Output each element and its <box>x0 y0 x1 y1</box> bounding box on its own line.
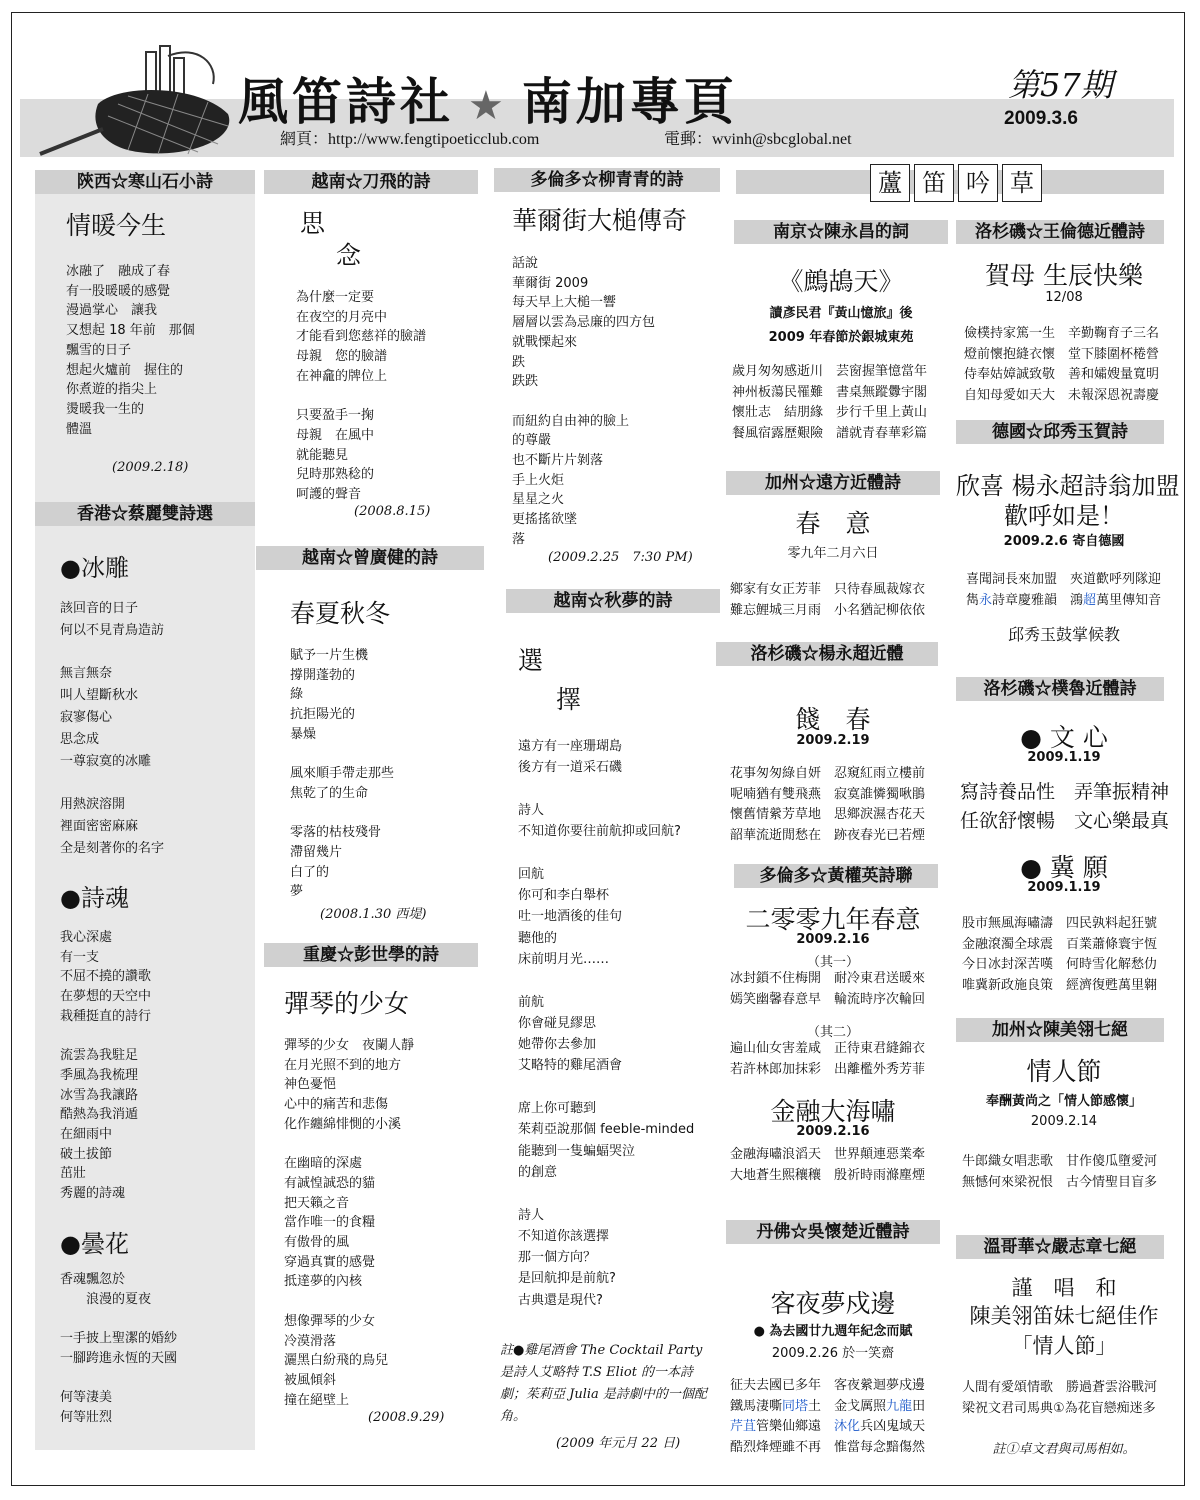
poem-title: ●詩魂 <box>60 884 129 912</box>
section-header: 越南☆曾廣健的詩 <box>256 546 484 570</box>
poem-date: (2008.8.15) <box>354 504 431 519</box>
poem-title: 《鷓鴣天》 <box>778 267 904 296</box>
poem-body: 遍山仙女害羞咸 正待東君縫錦衣 若許林郎加抹彩 出離檻外秀芳菲 <box>730 1041 926 1077</box>
poem-date: (2008.9.29) <box>368 1410 445 1425</box>
poem-body: 我心深處 有一支 不屈不撓的讚歌 在夢想的天空中 栽種挺直的詩行 流雲為我駐足 季風為我梳理 冰雪為我讓路 酷熱為我消遁 在細雨中 破土拔節 茁壯 秀麗的詩魂 <box>60 930 152 1202</box>
poem-title: 客夜夢戍邊 <box>770 1289 896 1318</box>
section-header: 越南☆秋夢的詩 <box>506 589 720 613</box>
footnote: 註●雞尾酒會 The Cocktail Party 是詩人艾略特 T.S Eliot 的一本詩劇；茱莉亞 Julia 是詩劇中的一個配角。 <box>500 1343 707 1424</box>
section-header: 洛杉磯☆楊永超近體 <box>716 642 938 666</box>
poem-date: 2009.2.26 於一笑齋 <box>771 1346 895 1361</box>
section-header: 丹佛☆吳懷楚近體詩 <box>726 1220 940 1244</box>
poem-title: 謹 唱 和 <box>1011 1276 1117 1300</box>
star-icon: ★ <box>468 83 508 129</box>
poem-title: 情暖今生 <box>66 211 167 240</box>
poem-title: ● 冀 願 <box>1020 853 1108 882</box>
poem-title: 餞 春 <box>795 705 871 734</box>
poem-date: 2009.1.19 <box>1027 750 1101 765</box>
issue-date: 2009.3.6 <box>1004 108 1078 129</box>
poem-body: 遠方有一座珊瑚島 後方有一道采石磯 詩人 不知道你要往前航抑或回航? 回航 你可和李白舉杯 吐一地酒後的佳句 聽他的 床前明月光…… 前航 你會碰見繆思 她帶你去參加 艾略特的雞尾酒會 席上你可聽到 茱莉亞說那個 feeble-minded 能聽到一隻蝙蝠哭泣 的創意 詩人 不知道你該選擇 那一個方向？ 是回航抑是前航? 古典還是現代? <box>518 739 695 1308</box>
section-header: 重慶☆彭世學的詩 <box>264 943 478 967</box>
poem-body: 該回音的日子 何以不見青鳥造訪 無言無奈 叫人望斷秋水 寂寥傷心 思念成 一尊寂寞的冰雕 用熱淚溶開 裡面密密麻麻 全是刻著你的名字 <box>60 601 165 856</box>
poem-signature: 邱秀玉鼓掌候教 <box>1007 625 1120 644</box>
title-right: 南加專頁 <box>521 73 738 131</box>
poem-date: 2009.2.16 <box>796 1124 870 1139</box>
poem-date: 12/08 <box>1045 290 1083 305</box>
section-header: 洛杉磯☆樸魯近體詩 <box>956 677 1164 701</box>
poem-title: 二零零九年春意 <box>745 905 921 934</box>
poem-date: (2009.2.18) <box>112 460 189 475</box>
poem-body: 鄉家有女正芳菲 只待春風裁嫁衣 難忘鯉城三月雨 小名猶記柳依依 <box>730 582 926 618</box>
poem-title: 金融大海嘯 <box>770 1097 896 1126</box>
poem-title: 賀母 生辰快樂 <box>985 261 1143 290</box>
poem-body: 喜聞詞長來加盟 夾道歡呼列隊迎 雋永詩章慶雅韻 鴻超萬里傳知音 <box>966 572 1162 608</box>
poem-subtitle: 2009 年春節於銀城東苑 <box>768 330 914 345</box>
poem-title: 「情人節」 <box>1011 1334 1117 1358</box>
poem-body: 寫詩養品性 弄筆振精神 任欲舒懷暢 文心樂最真 <box>960 781 1170 832</box>
poem-body: 征夫去國已多年 客夜縈迴夢戍邊 鐵馬淒嘶同塔土 金戈厲照九龍田 芹苴管樂仙鄉遠 沐化兵凶鬼域天 酷烈烽煙雖不再 惟當每念黯傷然 <box>730 1378 926 1455</box>
poem-title: 春 意 <box>795 509 871 538</box>
poem-title: 歡呼如是！ <box>1004 502 1124 530</box>
poem-part: （其二） <box>806 1025 859 1040</box>
poem-date: (2009 年元月 22 日) <box>556 1436 681 1451</box>
section-header: 德國☆邱秀玉賀詩 <box>956 420 1164 444</box>
poem-subtitle: 奉酬黃尚之「情人節感懷」 <box>985 1094 1142 1109</box>
feature-box: 草 <box>1002 164 1042 202</box>
poem-body: 金融海嘯浪滔天 世界顛連惡業牽 大地蒼生熙穰穰 殷祈時雨滌塵煙 <box>730 1147 926 1183</box>
poem-date: 2009.2.6 寄自德國 <box>1003 534 1125 549</box>
poem-subtitle: 零九年二月六日 <box>787 546 879 561</box>
section-header: 越南☆刀飛的詩 <box>264 170 478 194</box>
title-left: 風笛詩社 <box>238 73 454 131</box>
poem-body: 賦予一片生機 撐開蓬勃的 綠 抗拒陽光的 暴燥 風來順手帶走那些 焦乾了的生命 零落的枯枝殘骨 滯留幾片 白了的 夢 <box>290 648 395 900</box>
poem-date: 2009.2.19 <box>796 733 870 748</box>
section-header: 加州☆遠方近體詩 <box>726 471 940 495</box>
masthead-title <box>238 62 738 134</box>
section-header: 洛杉磯☆王倫德近體詩 <box>956 220 1164 244</box>
poem-title: ● 文 心 <box>1020 723 1108 752</box>
section-header: 加州☆陳美翎七絕 <box>956 1018 1164 1042</box>
feature-box: 吟 <box>958 164 998 202</box>
feature-box: 笛 <box>914 164 954 202</box>
poem-title: 思 <box>300 209 326 238</box>
poem-title: 欣喜 楊永超詩翁加盟 <box>956 472 1180 500</box>
poem-body: 歲月匆匆感逝川 芸窗握筆憶當年 神州板蕩民罹難 書桌無蹤釁宇閣 懷壯志 結朋緣 步行千里上黃山 餐風宿露歷艱險 譜就青春華彩篇 <box>732 364 928 441</box>
issue-number: 第57期 <box>1008 66 1113 104</box>
poem-title: 華爾街大槌傳奇 <box>512 206 688 235</box>
section-header: 香港☆蔡麗雙詩選 <box>35 502 255 526</box>
poem-body: 香魂飄忽於 浪漫的夏夜 一手披上聖潔的婚紗 一腳跨進永恆的天國 何等淒美 何等壯烈 <box>60 1272 178 1425</box>
poem-date: (2008.1.30 西堤) <box>320 907 427 922</box>
website-link[interactable]: 網頁：http://www.fengtipoeticclub.com <box>280 131 540 148</box>
poem-title: 念 <box>336 241 362 270</box>
poem-title: 擇 <box>556 685 582 714</box>
poem-subtitle: 讀彥民君『黃山憶旅』後 <box>769 306 913 321</box>
poem-body: 冰融了 融成了春 有一股暖暖的感覺 漫過掌心 讓我 又想起 18 年前 那個 飄雪的日子 想起火爐前 握住的 你煮遊的指尖上 燙暖我一生的 體溫 <box>66 264 195 437</box>
feature-box: 蘆 <box>870 164 910 202</box>
email-link[interactable]: 電郵：wvinh@sbcglobal.net <box>664 131 852 148</box>
poem-date: (2009.2.25 7:30 PM) <box>548 550 693 565</box>
poem-date: 2009.2.14 <box>1030 1114 1098 1129</box>
footnote: 註①卓文君與司馬相如。 <box>992 1442 1136 1457</box>
poem-body: 花事匆匆綠自妍 忍窺紅雨立樓前 呢喃猶有雙飛燕 寂寞誰憐獨啾鵑 懷舊情縈芳草地 思鄉淚濕杏花天 韶華流逝閒愁在 跡夜春光已若煙 <box>730 766 926 843</box>
poem-title: 彈琴的少女 <box>284 989 410 1018</box>
poem-body: 彈琴的少女 夜闌人靜 在月光照不到的地方 神色憂悒 心中的痛苦和悲傷 化作纏綿悱惻的小溪 在幽暗的深處 有誠惶誠恐的貓 把天籟之音 當作唯一的食糧 有傲骨的風 穿過真實的感覺 抵達夢的內核 想像彈琴的少女 冷漠滑落 灑黑白紛飛的鳥兒 被風傾斜 撞在絕壁上 <box>284 1038 415 1408</box>
poem-body: 話說 華爾街 2009 每天早上大槌一響 層層以雲為忌廉的四方包 就戰慄起來 跌 跌跌 而紐約自由神的臉上 的尊嚴 也不斷片片剝落 手上火炬 星星之火 更搖搖欲墜 落 <box>512 256 656 547</box>
poem-date: 2009.1.19 <box>1027 880 1101 895</box>
poem-body: 牛郎織女唱悲歌 甘作傻瓜墮愛河 無憾何來梁祝恨 古今情聖目盲多 <box>962 1154 1158 1190</box>
poem-body: 股市無風海嘯濤 四民孰料起狂號 金融滾濁全球震 百業蕭條寰宇恆 今日冰封深苦嘆 何時雪化解愁仂 唯冀新政施良策 經濟復甦萬里翱 <box>962 916 1158 993</box>
poem-body: 儉樸持家篤一生 辛勤鞠育子三名 燈前懷抱縫衣懷 堂下膝圍杯棬營 侍奉姑嫜誠致敬 善和孀嫂量寬明 自知母愛如天大 未報深恩祝壽慶 <box>964 326 1160 403</box>
poem-body: 為什麼一定要 在夜空的月亮中 才能看到您慈祥的臉譜 母親 您的臉譜 在神龕的牌位上 只要盈手一掬 母親 在風中 就能聽見 兒時那熟稔的 呵護的聲音 <box>296 290 427 503</box>
section-header: 多倫多☆柳青青的詩 <box>494 168 720 192</box>
poem-title: ●冰雕 <box>60 554 129 582</box>
section-header: 溫哥華☆嚴志章七絕 <box>956 1235 1164 1259</box>
poem-part: （其一） <box>806 955 859 970</box>
poem-title: 陳美翎笛妹七絕佳作 <box>969 1304 1159 1328</box>
poem-body: 冰封鎖不住梅開 耐冷東君送暖來 嫣笑幽馨春意早 輪流時序次輪回 <box>730 971 926 1007</box>
poem-subtitle: ● 為去國廿九週年紀念而賦 <box>753 1324 913 1339</box>
section-header: 陝西☆寒山石小詩 <box>35 170 255 194</box>
poem-date: 2009.2.16 <box>796 932 870 947</box>
poem-title: 情人節 <box>1026 1057 1102 1086</box>
poem-title: 選 <box>518 646 544 675</box>
bagpipe-icon <box>28 44 248 164</box>
section-header: 南京☆陳永昌的詞 <box>734 220 948 244</box>
section-header: 多倫多☆黃權英詩聯 <box>734 864 938 888</box>
poem-body: 人間有愛頌情歌 勝過蒼雲浴戰河 梁祝文君司馬典①為花盲戀痴迷多 <box>962 1380 1158 1416</box>
poem-title: 春夏秋冬 <box>290 599 391 628</box>
poem-title: ●曇花 <box>60 1230 129 1258</box>
